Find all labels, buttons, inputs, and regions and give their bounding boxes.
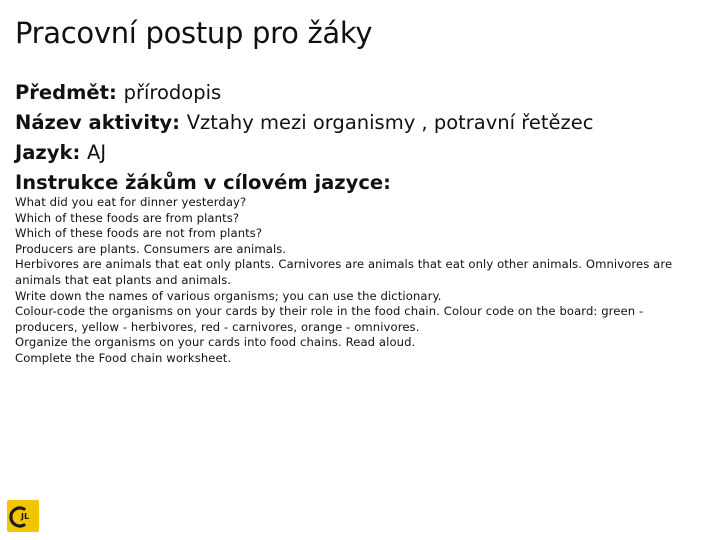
logo-text: JL: [21, 512, 30, 521]
meta-language-key: Jazyk: [15, 141, 73, 164]
instruction-line: Organize the organisms on your cards into food chains. Read aloud.: [15, 335, 416, 350]
meta-instructions-key: Instrukce žákům v cílovém jazyce: [15, 171, 384, 194]
cjl-logo-graphic: [7, 500, 39, 532]
meta-language-sep: :: [72, 141, 88, 164]
activity-metadata: [15, 78, 705, 198]
instruction-list: [15, 195, 705, 367]
instruction-line: Write down the names of various organisms; you can use the dictionary.: [15, 288, 442, 303]
meta-subject-key: Předmět: [15, 81, 109, 104]
meta-language-value: AJ: [87, 141, 107, 164]
meta-activity-name-value: Vztahy mezi organismy , potravní řetězec: [186, 111, 594, 134]
meta-instructions-heading: [15, 168, 705, 198]
meta-subject-value: přírodopis: [123, 81, 222, 104]
instruction-line: Producers are plants. Consumers are animals.: [15, 241, 287, 256]
meta-subject: [15, 78, 705, 108]
instruction-line: Complete the Food chain worksheet.: [15, 350, 232, 365]
meta-activity-name-key: Název aktivity: [15, 111, 173, 134]
page-title: Pracovní postup pro žáky: [15, 16, 373, 50]
instruction-line: Colour-code the organisms on your cards by their role in the food chain. Colour code on the board: green - producers, yellow - herbivores, red - carnivores, orange - omnivores.: [15, 304, 644, 334]
cjl-logo-icon: [7, 500, 39, 532]
meta-language: [15, 138, 705, 168]
instruction-line: What did you eat for dinner yesterday?: [15, 195, 247, 209]
meta-activity-name: [15, 108, 705, 138]
meta-instructions-sep: :: [383, 171, 391, 194]
instruction-line: Which of these foods are from plants?: [15, 210, 240, 225]
instruction-line: Which of these foods are not from plants?: [15, 226, 263, 241]
meta-activity-name-sep: :: [172, 111, 187, 134]
meta-subject-sep: :: [108, 81, 124, 104]
instruction-line: Herbivores are animals that eat only plants. Carnivores are animals that eat only other animals. Omnivores are animals that eat plants and animals.: [15, 257, 673, 287]
